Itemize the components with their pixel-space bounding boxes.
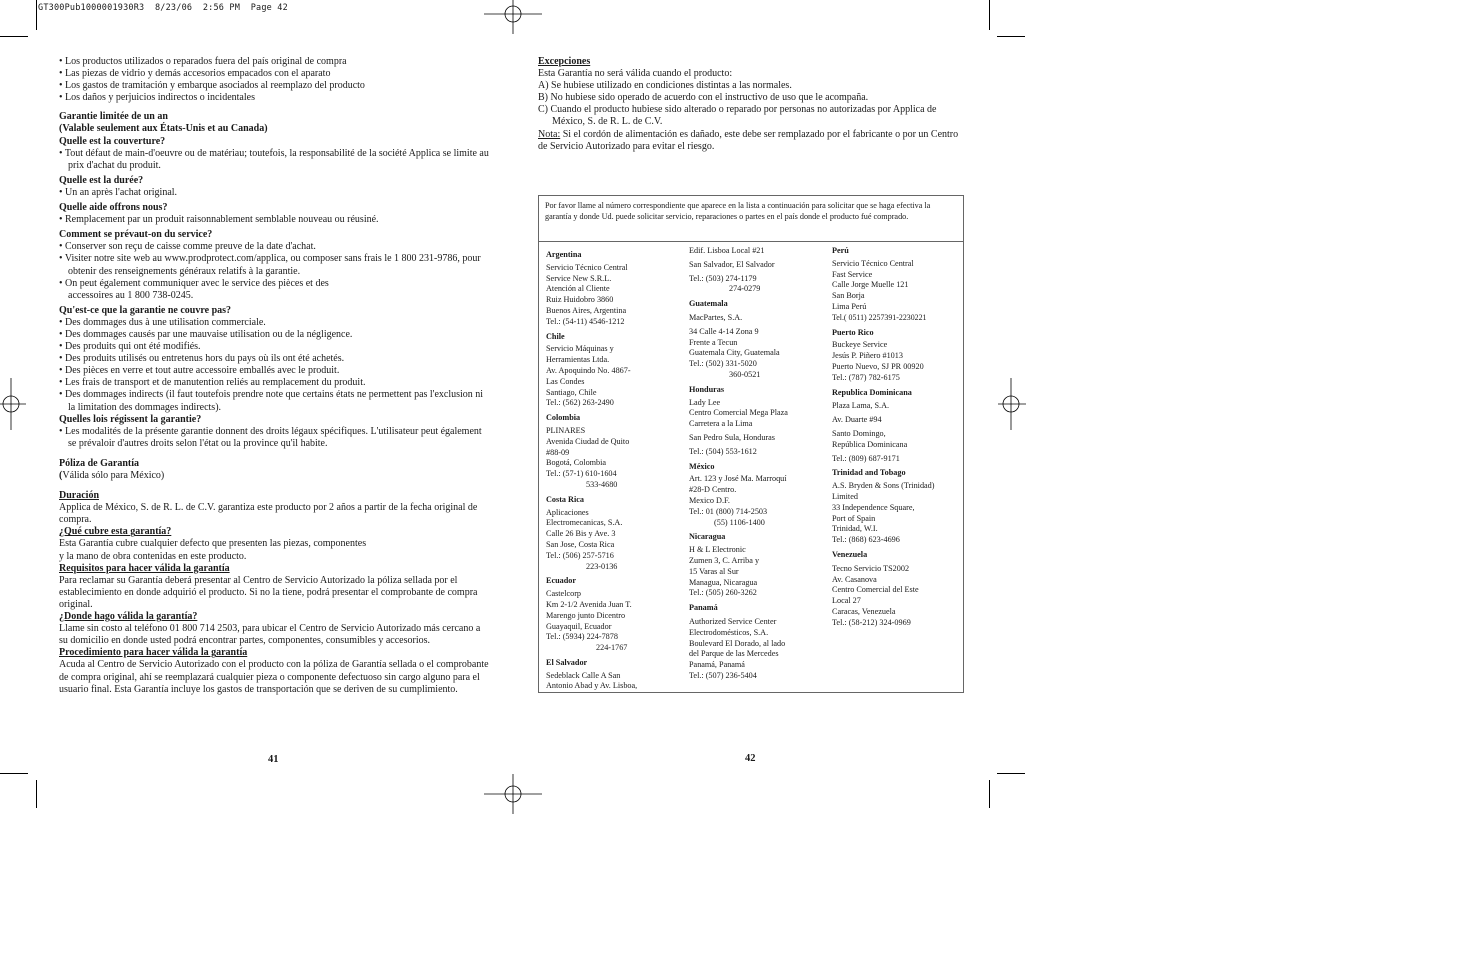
address-line: Antonio Abad y Av. Lisboa,: [546, 681, 638, 691]
para-donde: Llame sin costo al teléfono 01 800 714 2503, para ubicar el Centro de Servicio Autorizado más cercano a su domicilio en donde usted podrá encontrar partes, componentes, consumibles y accesorios.: [59, 623, 481, 647]
address-line: 15 Varas al Sur: [689, 566, 739, 576]
para-duracion: Applica de México, S. de R. L. de C.V. garantiza este producto por 2 años a partir de la fecha original de compra.: [59, 502, 478, 526]
country-republica-dominicana: Republica Dominicana: [832, 387, 912, 397]
fr-bullet: • Conserver son reçu de caisse comme preuve de la date d'achat.: [59, 241, 316, 253]
fr-bullet: • Un an après l'achat original.: [59, 186, 178, 198]
phone-line: Tel.: (787) 782-6175: [832, 372, 900, 382]
exclusion-bullet: • Los productos utilizados o reparados fuera del país original de compra: [59, 56, 347, 67]
fr-warranty-title: Garantie limitée de un an: [59, 111, 168, 123]
fr-question-not-covered: Qu'est-ce que la garantie ne couvre pas?: [59, 304, 232, 316]
fr-bullet: • Les modalités de la présente garantie donnent des droits légaux spécifiques. L'utilisateur peut également se prévaloir d'autres droits selon l'état ou la province qu'il habite.: [59, 425, 482, 449]
service-column-2: [689, 246, 829, 682]
para-que-cubre-1: Esta Garantía cubre cualquier defecto que presenten las piezas, componentes: [59, 538, 367, 550]
page-42-column: [538, 56, 966, 153]
registration-mark-left: [0, 378, 26, 430]
print-slug: GT300Pub1000001930R3 8/23/06 2:56 PM Page 42: [38, 3, 288, 13]
fr-bullet: • Visiter notre site web au www.prodprotect.com/applica, ou composer sans frais le 1 800 231-9786, pour obtenir des renseignements généraux relatifs à la garantie.: [59, 253, 481, 277]
address-line: Ruiz Huidobro 3860: [546, 295, 614, 305]
phone-line: Tel.: (504) 553-1612: [689, 446, 757, 456]
registration-mark-bottom: [484, 774, 542, 814]
phone-line: Tel.: (58-212) 324-0969: [832, 617, 911, 627]
fr-bullet: • On peut également communiquer avec le service des pièces et des accessoires au 1 800 738-0245.: [59, 277, 329, 301]
phone-line: Tel.: (502) 331-5020: [689, 359, 757, 369]
country-chile: Chile: [546, 331, 565, 341]
address-line: Buenos Aires, Argentina: [546, 305, 627, 315]
country-mexico: México: [689, 461, 715, 471]
heading-requisitos: Requisitos para hacer válida la garantía: [59, 562, 230, 574]
country-nicaragua: Nicaragua: [689, 532, 726, 542]
address-line: Las Condes: [546, 376, 585, 386]
address-line: Lima Perú: [832, 301, 867, 311]
address-line: Herramientas Ltda.: [546, 355, 610, 365]
country-ecuador: Ecuador: [546, 576, 577, 586]
para-procedimiento: Acuda al Centro de Servicio Autorizado con el producto con la póliza de Garantía sellada o el comprobante de compra original, ahí se reemplazará cualquier pieza o componente defectuoso sin cargo alguno para el usuario final. Esta Garantía incluye los gastos de transportación que se deriven de su cumplimiento.: [59, 659, 489, 695]
fr-question-laws: Quelles lois régissent la garantie?: [59, 413, 202, 425]
address-line: Fast Service: [832, 269, 873, 279]
heading-excepciones: Excepciones: [538, 56, 591, 67]
address-line: Aplicaciones: [546, 507, 589, 517]
address-line: Frente a Tecun: [689, 337, 738, 347]
address-line: Bogotá, Colombia: [546, 458, 607, 468]
address-line: Port of Spain: [832, 513, 876, 523]
address-line: Buckeye Service: [832, 340, 888, 350]
fr-bullet: • Les frais de transport et de manutention reliés au remplacement du produit.: [59, 377, 366, 389]
service-column-1: [546, 246, 686, 692]
address-line: San Borja: [832, 291, 865, 301]
fr-bullet: • Des dommages dus à une utilisation commerciale.: [59, 316, 266, 328]
address-line: PLINARES: [546, 425, 586, 435]
address-line: Servicio Técnico Central: [546, 262, 628, 272]
phone-line: 360-0521: [729, 369, 761, 379]
page-number-42: 42: [745, 753, 756, 764]
address-line: Avenida Ciudad de Quito: [546, 436, 630, 446]
address-line: Zumen 3, C. Arriba y: [689, 555, 760, 565]
address-line: #88-09: [546, 447, 570, 457]
country-peru: Perú: [832, 246, 849, 255]
address-line: Av. Duarte #94: [832, 415, 882, 425]
para-requisitos: Para reclamar su Garantía deberá presentar al Centro de Servicio Autorizado la póliza sellada por el establecimiento en donde adquirió el producto. Si no la tiene, podrá presentar el comprobante de compra original.: [59, 574, 478, 610]
address-line: Centro Comercial Mega Plaza: [689, 408, 788, 418]
address-line: Authorized Service Center: [689, 616, 777, 626]
fr-question-service: Comment se prévaut-on du service?: [59, 229, 213, 241]
country-guatemala: Guatemala: [689, 299, 728, 309]
address-line: Sedeblack Calle A San: [546, 670, 621, 680]
country-trinidad-and-tobago: Trinidad and Tobago: [832, 468, 906, 478]
heading-donde: ¿Donde hago válida la garantía?: [59, 611, 198, 623]
country-colombia: Colombia: [546, 413, 581, 423]
address-line: San Salvador, El Salvador: [689, 259, 775, 269]
address-line: Local 27: [832, 596, 861, 606]
country-el-salvador: El Salvador: [546, 657, 588, 667]
phone-line: Tel.: (503) 274-1179: [689, 273, 757, 283]
address-line: Av. Casanova: [832, 574, 877, 584]
address-line: Guayaquil, Ecuador: [546, 621, 612, 631]
address-line: Calle Jorge Muelle 121: [832, 280, 909, 290]
phone-line: Tel.: (506) 257-5716: [546, 550, 614, 560]
nota-label: Nota:: [538, 128, 561, 140]
address-line: Electrodomésticos, S.A.: [689, 627, 769, 637]
fr-bullet: • Des dommages indirects (il faut toutefois prendre note que certains états ne permettent pas l'exclusion ni la limitation des dommages indirects).: [59, 389, 484, 413]
country-venezuela: Venezuela: [832, 549, 868, 559]
phone-line: (55) 1106-1400: [714, 517, 765, 527]
address-line: Limited: [832, 491, 858, 501]
registration-mark-top: [484, 0, 542, 34]
fr-question-coverage: Quelle est la couverture?: [59, 135, 166, 147]
address-line: Guatemala City, Guatemala: [689, 348, 780, 358]
address-line: Calle 26 Bis y Ave. 3: [546, 529, 616, 539]
address-line: Atención al Cliente: [546, 284, 610, 294]
address-line: Av. Apoquindo No. 4867-: [546, 365, 631, 375]
address-line: 34 Calle 4-14 Zona 9: [689, 326, 759, 336]
address-line: Plaza Lama, S.A.: [832, 401, 890, 411]
address-line: H & L Electronic: [689, 545, 746, 555]
fr-question-help: Quelle aide offrons nous?: [59, 202, 168, 214]
phone-line: 224-1767: [596, 643, 628, 653]
para-excepciones-intro: Esta Garantía no será válida cuando el producto:: [538, 68, 733, 80]
registration-mark-right: [998, 378, 1026, 430]
phone-line: Tel.: (505) 260-3262: [689, 588, 757, 598]
address-line: Km 2-1/2 Avenida Juan T.: [546, 599, 632, 609]
address-line: Servicio Máquinas y: [546, 344, 614, 354]
country-honduras: Honduras: [689, 384, 725, 394]
address-line: Castelcorp: [546, 589, 582, 599]
address-line: MacPartes, S.A.: [689, 312, 743, 322]
address-line: San Jose, Costa Rica: [546, 539, 615, 549]
exception-b: B) No hubiese sido operado de acuerdo con el instructivo de uso que le acompaña.: [538, 92, 869, 104]
address-line: Marengo junto Dicentro: [546, 610, 626, 620]
address-line: Tecno Servicio TS2002: [832, 563, 910, 573]
address-line: Caracas, Venezuela: [832, 606, 896, 616]
es-policy-title: Póliza de Garantía: [59, 457, 139, 469]
heading-duracion: Duración: [59, 490, 99, 502]
address-line: del Parque de las Mercedes: [689, 649, 779, 659]
phone-line: Tel.: (562) 263-2490: [546, 398, 614, 408]
address-line: Edif. Lisboa Local #21: [689, 246, 765, 255]
address-line: A.S. Bryden & Sons (Trinidad): [832, 481, 935, 491]
para-que-cubre-2: y la mano de obra contenidas en este producto.: [59, 550, 247, 562]
address-line: Santiago, Chile: [546, 387, 597, 397]
address-line: Service New S.R.L.: [546, 273, 612, 283]
phone-line: Tel.: (5934) 224-7878: [546, 632, 618, 642]
address-line: Boulevard El Dorado, al lado: [689, 638, 786, 648]
exception-a: A) Se hubiese utilizado en condiciones distintas a las normales.: [538, 80, 792, 92]
exclusion-bullet: • Los daños y perjuicios indirectos o incidentales: [59, 92, 255, 104]
fr-warranty-scope: (Valable seulement aux États-Unis et au Canada): [59, 123, 268, 135]
phone-line: Tel.: (809) 687-9171: [832, 453, 900, 463]
service-column-3: [832, 242, 962, 629]
phone-line: 223-0136: [586, 561, 618, 571]
exception-c: C) Cuando el producto hubiese sido alterado o reparado por personas no autorizadas por Applica de México, S. de R. L. de C.V.: [538, 104, 937, 128]
address-line: #28-D Centro.: [689, 485, 737, 495]
address-line: Managua, Nicaragua: [689, 577, 758, 587]
nota: Nota: Si el cordón de alimentación es dañado, este debe ser remplazado por el fabricante o por un Centro de Servicio Autorizado para evitar el riesgo.: [538, 128, 959, 152]
phone-line: 274-0279: [729, 284, 761, 294]
es-policy-scope: (Válida sólo para México): [59, 470, 165, 481]
address-line: Electromecanicas, S.A.: [546, 518, 623, 528]
address-line: Art. 123 y José Ma. Marroquí: [689, 474, 787, 484]
phone-line: Tel.: (868) 623-4696: [832, 535, 900, 545]
address-line: Lady Lee: [689, 397, 721, 407]
address-line: Panamá, Panamá: [689, 660, 745, 670]
address-line: 33 Independence Square,: [832, 502, 915, 512]
phone-line: Tel.: 01 (800) 714-2503: [689, 506, 768, 516]
address-line: Puerto Nuevo, SJ PR 00920: [832, 361, 924, 371]
fr-bullet: • Des pièces en verre et tout autre accessoire emballés avec le produit.: [59, 365, 340, 377]
phone-line: Tel.( 0511) 2257391-2230221: [832, 312, 927, 322]
fr-question-duration: Quelle est la durée?: [59, 174, 144, 186]
address-line: Jesús P. Piñero #1013: [832, 351, 903, 361]
service-box-intro: Por favor llame al número correspondiente que aparece en la lista a continuación para solicitar que se haga efectiva la garantía y donde Ud. puede solicitar servicio, reparaciones o partes en el país donde el producto fué comprado.: [545, 201, 931, 221]
page-41-column: [59, 56, 491, 696]
exclusion-bullet: • Las piezas de vidrio y demás accesorios empacados con el aparato: [59, 68, 331, 80]
fr-bullet: • Des dommages causés par une mauvaise utilisation ou de la négligence.: [59, 328, 353, 340]
phone-line: Tel.: (54-11) 4546-1212: [546, 316, 625, 326]
address-line: Santo Domingo,: [832, 428, 886, 438]
address-line: Centro Comercial del Este: [832, 585, 919, 595]
address-line: Mexico D.F.: [689, 495, 730, 505]
address-line: Carretera a la Lima: [689, 419, 753, 429]
fr-bullet: • Remplacement par un produit raisonnablement semblable nouveau ou réusiné.: [59, 214, 379, 226]
address-line: República Dominicana: [832, 439, 908, 449]
address-line: San Pedro Sula, Honduras: [689, 432, 775, 442]
country-puerto-rico: Puerto Rico: [832, 327, 874, 337]
fr-bullet: • Des produits qui ont été modifiés.: [59, 341, 201, 353]
service-centers-box: [538, 195, 964, 693]
phone-line: Tel.: (507) 236-5404: [689, 670, 757, 680]
phone-line: Tel.: (57-1) 610-1604: [546, 469, 617, 479]
fr-bullet: • Des produits utilisés ou entretenus hors du pays où ils ont été achetés.: [59, 353, 345, 365]
country-costa-rica: Costa Rica: [546, 494, 584, 504]
address-line: Servicio Técnico Central: [832, 258, 914, 268]
page-number-41: 41: [268, 754, 279, 765]
country-argentina: Argentina: [546, 250, 582, 259]
heading-procedimiento: Procedimiento para hacer válida la garantía: [59, 647, 248, 659]
exclusion-bullet: • Los gastos de tramitación y embarque asociados al reemplazo del producto: [59, 80, 365, 92]
heading-que-cubre: ¿Qué cubre esta garantía?: [59, 526, 172, 538]
phone-line: 533-4680: [586, 479, 618, 489]
fr-bullet: • Tout défaut de main-d'oeuvre ou de matériau; toutefois, la responsabilité de la société Applica se limite au prix d'achat du produit.: [59, 147, 489, 171]
country-panama: Panamá: [689, 603, 718, 613]
address-line: Trinidad, W.I.: [832, 524, 878, 534]
